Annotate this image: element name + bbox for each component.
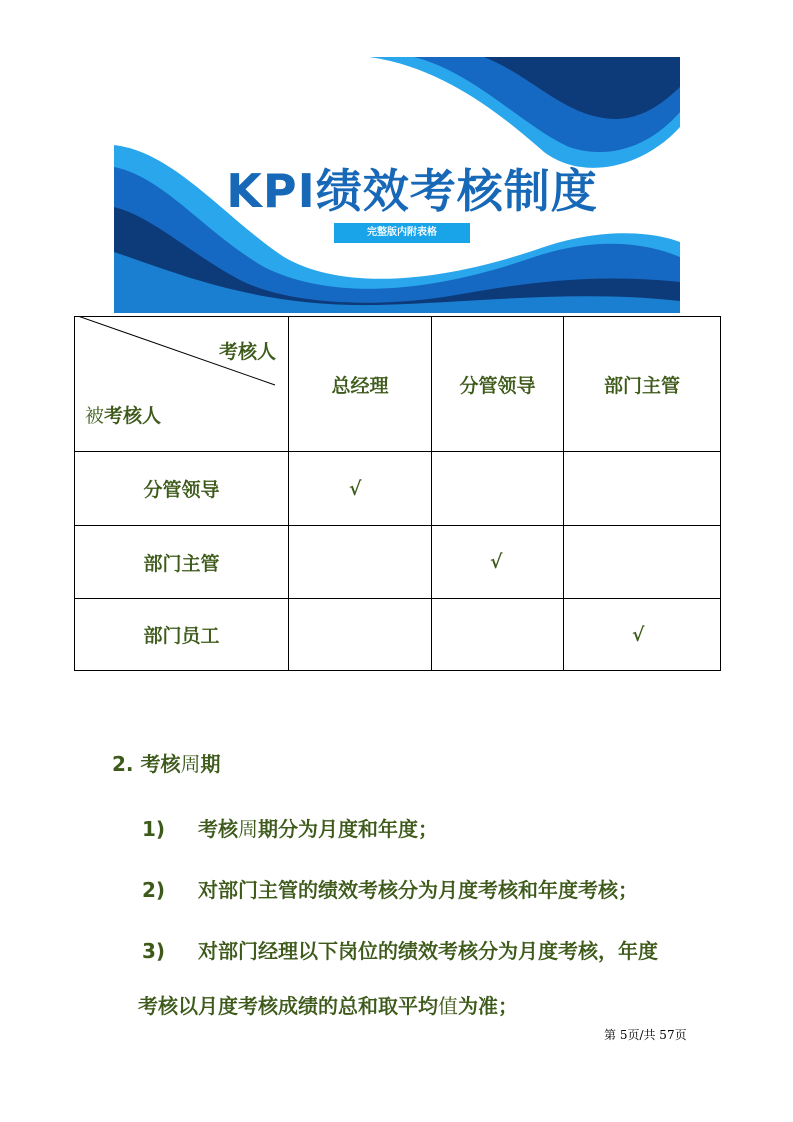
corner-assessee-label: 被考核人	[85, 405, 162, 427]
banner-image	[114, 57, 680, 313]
row-header: 部门主管	[75, 526, 289, 599]
column-header: 分管领导	[432, 317, 564, 452]
column-header: 部门主管	[564, 317, 721, 452]
list-item: 3) 对部门经理以下岗位的绩效考核分为月度考核，年度	[142, 939, 658, 963]
page-number: 第 5页/共 57页	[604, 1028, 687, 1042]
table-corner-cell	[75, 317, 289, 452]
banner-subtitle: 完整版内附表格	[334, 223, 470, 243]
row-header: 分管领导	[75, 452, 289, 526]
check-cell	[564, 526, 721, 599]
check-cell	[564, 452, 721, 526]
row-header: 部门员工	[75, 599, 289, 671]
check-cell: √	[432, 526, 564, 599]
list-item-continuation: 考核以月度考核成绩的总和取平均值为准；	[138, 994, 518, 1018]
check-cell	[289, 526, 432, 599]
assessment-table	[74, 316, 721, 671]
banner-title: KPI绩效考核制度	[226, 164, 598, 218]
corner-assessor-label: 考核人	[218, 341, 276, 363]
list-item: 2) 对部门主管的绩效考核分为月度考核和年度考核；	[142, 878, 638, 902]
check-cell: √	[564, 599, 721, 671]
check-cell	[432, 452, 564, 526]
check-cell	[289, 599, 432, 671]
check-cell	[432, 599, 564, 671]
list-item: 1) 考核周期分为月度和年度；	[142, 817, 438, 841]
column-header: 总经理	[289, 317, 432, 452]
section-heading: 2. 考核周期	[112, 752, 221, 776]
check-cell: √	[289, 452, 432, 526]
